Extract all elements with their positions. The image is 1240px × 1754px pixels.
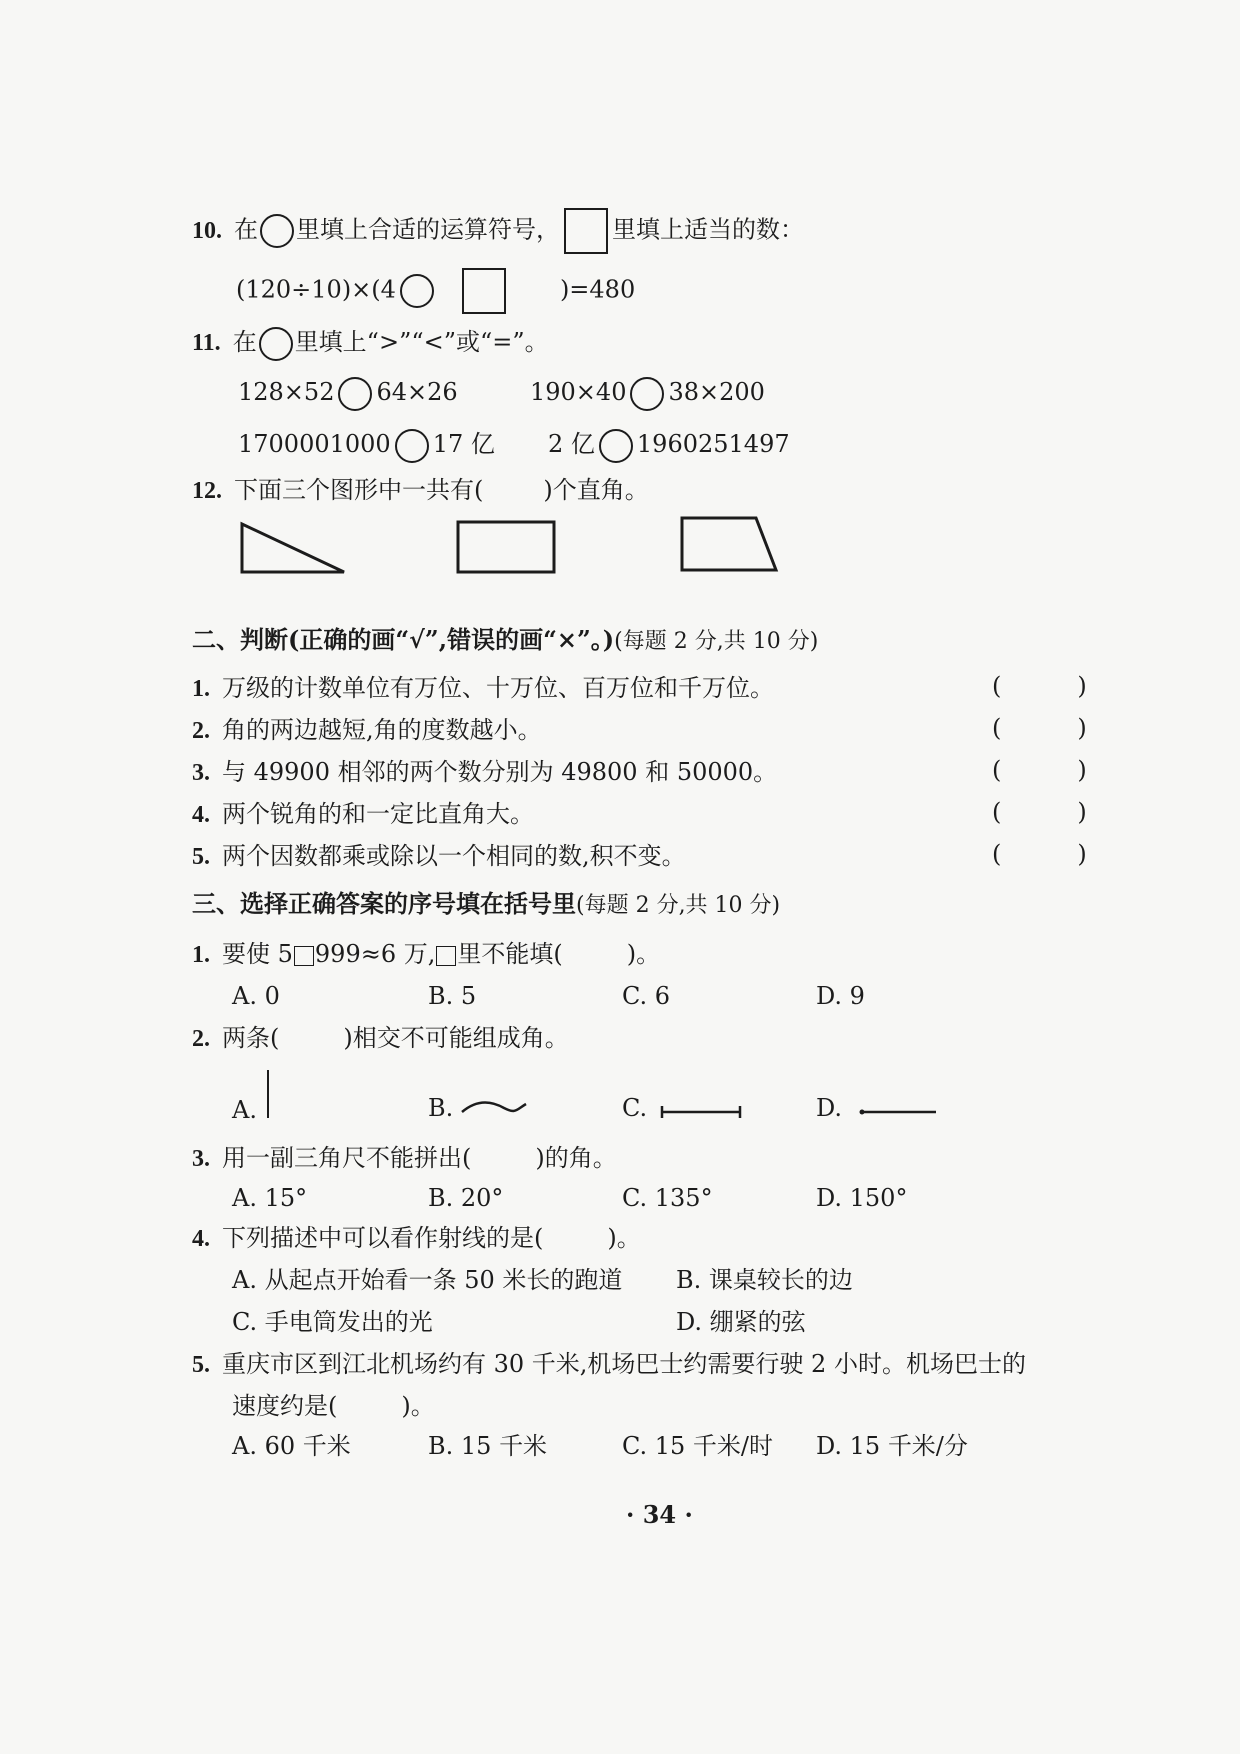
q11-item-3-left: 1700001000	[238, 430, 391, 458]
q10-expr-b: )=480	[559, 275, 636, 304]
q11-item-1-left: 128×52	[238, 378, 335, 406]
s2-item-4-number: 4.	[192, 802, 210, 828]
s3-q5-number: 5.	[192, 1352, 210, 1378]
s3-q1-option-a[interactable]: A. 0	[232, 982, 280, 1010]
s3-q1-text-d: )。	[626, 940, 661, 968]
s3-q5-option-c[interactable]: C. 15 千米/时	[622, 1432, 774, 1460]
q11-item-1-right: 64×26	[376, 378, 458, 406]
q10-number: 10.	[192, 217, 222, 244]
section3-title: 三、选择正确答案的序号填在括号里	[192, 889, 576, 918]
q12-number: 12.	[192, 478, 222, 504]
paren-open: (	[992, 840, 1002, 868]
q11-item-2-left: 190×40	[530, 378, 627, 406]
s3-q4-text-b: )。	[607, 1224, 641, 1252]
paren-open: (	[992, 714, 1002, 742]
paren-close: )	[1077, 840, 1087, 868]
s3-q5-option-b[interactable]: B. 15 千米	[428, 1432, 548, 1460]
s2-item-5-number: 5.	[192, 844, 210, 870]
s3-q1-text-b: 999≈6 万,	[314, 940, 436, 968]
s3-q3-text-a: 用一副三角尺不能拼出(	[222, 1144, 472, 1172]
s3-q1-text-a: 要使 5	[222, 940, 293, 968]
s3-q1-number: 1.	[192, 942, 210, 968]
s3-q3-prompt	[192, 1142, 617, 1175]
q10-text-c: 里填上适当的数：	[612, 215, 804, 244]
s3-q5-option-a[interactable]: A. 60 千米	[232, 1432, 351, 1460]
paren-open: (	[992, 672, 1002, 700]
s2-item-5-text: 两个因数都乘或除以一个相同的数,积不变。	[222, 842, 686, 870]
s3-q4-number: 4.	[192, 1226, 210, 1252]
s3-q2-option-c[interactable]: C.	[622, 1094, 648, 1122]
page-number: · 34 ·	[626, 1500, 693, 1529]
paren-open: (	[992, 798, 1002, 826]
s3-q5-option-d[interactable]: D. 15 千米/分	[816, 1432, 968, 1460]
s3-q1-text-c: 里不能填(	[457, 940, 563, 968]
q11-item-3-right: 17 亿	[432, 430, 495, 458]
q12-text-b: )个直角。	[543, 476, 649, 504]
s3-q3-option-c[interactable]: C. 135°	[622, 1184, 713, 1212]
curve-figure-b	[462, 1102, 526, 1112]
s2-item-1-number: 1.	[192, 676, 210, 702]
s3-q2-option-a[interactable]: A.	[232, 1096, 257, 1124]
s3-q5-text-c: )。	[401, 1392, 435, 1420]
q10-expr-a: (120÷10)×(4	[236, 275, 396, 304]
s3-q4-option-a[interactable]: A. 从起点开始看一条 50 米长的跑道	[232, 1266, 623, 1294]
paren-close: )	[1077, 798, 1087, 826]
s3-q2-text-b: )相交不可能组成角。	[343, 1024, 569, 1052]
s3-q5-text-a: 重庆市区到江北机场约有 30 千米,机场巴士约需要行驶 2 小时。机场巴士的	[222, 1350, 1026, 1378]
s3-q4-text-a: 下列描述中可以看作射线的是(	[222, 1224, 544, 1252]
paren-close: )	[1077, 672, 1087, 700]
s3-q3-number: 3.	[192, 1146, 210, 1172]
s3-q2-text-a: 两条(	[222, 1024, 280, 1052]
q11-item-4-right: 1960251497	[636, 430, 790, 458]
s3-q4-option-d[interactable]: D. 绷紧的弦	[676, 1308, 806, 1336]
s3-q1-option-d[interactable]: D. 9	[816, 982, 865, 1010]
section2-title: 二、判断(正确的画“√”,错误的画“×”。)	[192, 625, 615, 654]
q11-number: 11.	[192, 330, 221, 356]
s2-item-4-text: 两个锐角的和一定比直角大。	[222, 800, 534, 828]
s3-q5-text-b: 速度约是(	[232, 1392, 338, 1420]
s2-item-2-number: 2.	[192, 718, 210, 744]
s3-q1-option-b[interactable]: B. 5	[428, 982, 477, 1010]
paren-close: )	[1077, 714, 1087, 742]
s2-item-3-number: 3.	[192, 760, 210, 786]
section2-score: (每题 2 分,共 10 分)	[614, 629, 819, 654]
s3-q3-option-a[interactable]: A. 15°	[232, 1184, 308, 1212]
s3-q1-option-c[interactable]: C. 6	[622, 982, 671, 1010]
s3-q4-option-b[interactable]: B. 课桌较长的边	[676, 1266, 853, 1294]
q11-text-a: 在	[232, 328, 257, 356]
paren-open: (	[992, 756, 1002, 784]
s3-q4-prompt	[192, 1222, 641, 1255]
q11-text-b: 里填上“>”“<”或“=”。	[294, 328, 549, 356]
s2-item-2-text: 角的两边越短,角的度数越小。	[222, 716, 542, 744]
q10-text-b: 里填上合适的运算符号，	[296, 215, 560, 244]
s3-q2-number: 2.	[192, 1026, 210, 1052]
s3-q3-option-b[interactable]: B. 20°	[428, 1184, 504, 1212]
s3-q4-option-c[interactable]: C. 手电筒发出的光	[232, 1308, 433, 1336]
q12-text-a: 下面三个图形中一共有(	[234, 476, 484, 504]
s3-q5-prompt	[192, 1348, 1026, 1381]
s3-q3-text-b: )的角。	[535, 1144, 617, 1172]
paren-close: )	[1077, 756, 1087, 784]
q11-item-2-right: 38×200	[668, 378, 765, 406]
q10-text-a: 在	[234, 215, 258, 244]
section3-score: (每题 2 分,共 10 分)	[576, 893, 781, 918]
s2-item-3-text: 与 49900 相邻的两个数分别为 49800 和 50000。	[222, 758, 778, 786]
s3-q2-option-d[interactable]: D.	[816, 1094, 843, 1122]
s2-item-1-text: 万级的计数单位有万位、十万位、百万位和千万位。	[222, 674, 774, 702]
s3-q3-option-d[interactable]: D. 150°	[816, 1184, 908, 1212]
s3-q5-prompt-cont	[232, 1390, 435, 1422]
s3-q2-option-b[interactable]: B.	[428, 1094, 454, 1122]
q11-item-4-left: 2 亿	[548, 430, 595, 458]
